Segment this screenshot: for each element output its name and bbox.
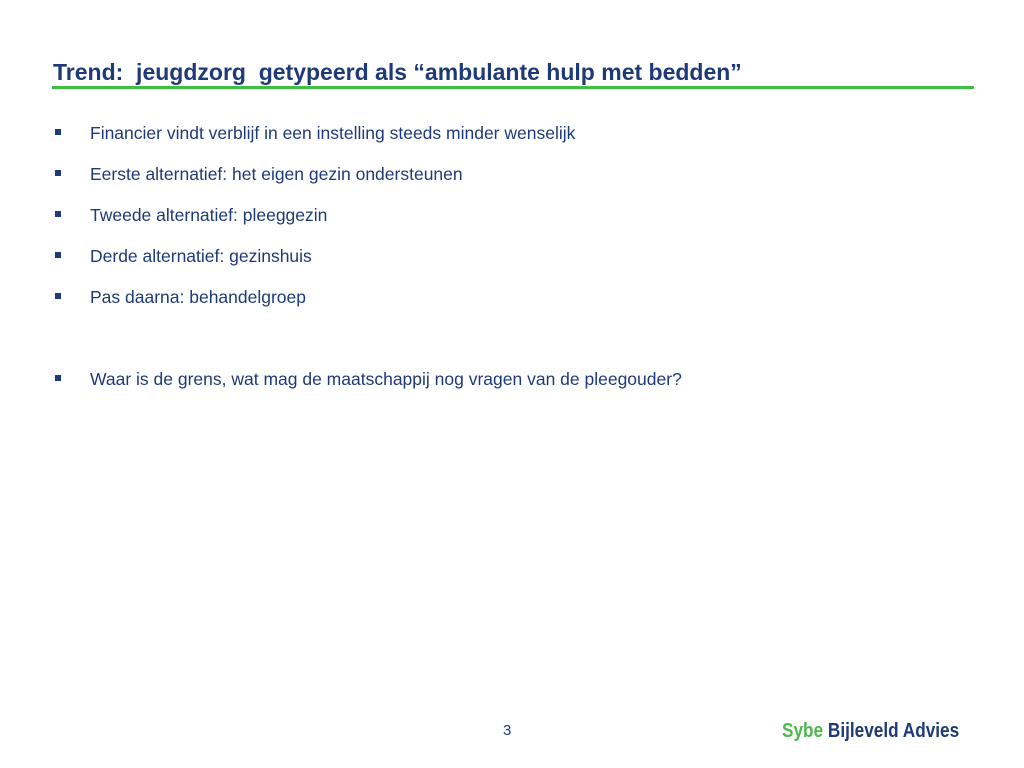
- bullet-text: Eerste alternatief: het eigen gezin ondersteunen: [90, 164, 463, 184]
- logo-company-name: Bijleveld Advies: [827, 720, 960, 742]
- title-divider: [52, 86, 974, 89]
- company-logo: [782, 720, 959, 743]
- page-number: 3: [503, 722, 512, 739]
- bullet-item: [53, 159, 682, 200]
- square-bullet-icon: [55, 129, 61, 135]
- bullet-item: [53, 364, 682, 405]
- square-bullet-icon: [55, 293, 61, 299]
- slide-title: Trend: jeugdzorg getypeerd als “ambulante hulp met bedden”: [53, 59, 742, 85]
- bullet-text: Pas daarna: behandelgroep: [90, 287, 307, 307]
- bullet-text: Derde alternatief: gezinshuis: [90, 246, 312, 266]
- bullet-list: [53, 118, 682, 405]
- bullet-item: [53, 282, 682, 323]
- bullet-item: [53, 241, 682, 282]
- bullet-item: [53, 118, 682, 159]
- bullet-text: Financier vindt verblijf in een instelling steeds minder wenselijk: [90, 123, 576, 143]
- square-bullet-icon: [55, 211, 61, 217]
- bullet-text: Tweede alternatief: pleeggezin: [90, 205, 328, 225]
- square-bullet-icon: [55, 170, 61, 176]
- bullet-item: [53, 200, 682, 241]
- bullet-text: Waar is de grens, wat mag de maatschappij nog vragen van de pleegouder?: [90, 369, 682, 389]
- square-bullet-icon: [55, 252, 61, 258]
- logo-first-name: Sybe: [782, 720, 824, 742]
- square-bullet-icon: [55, 375, 61, 381]
